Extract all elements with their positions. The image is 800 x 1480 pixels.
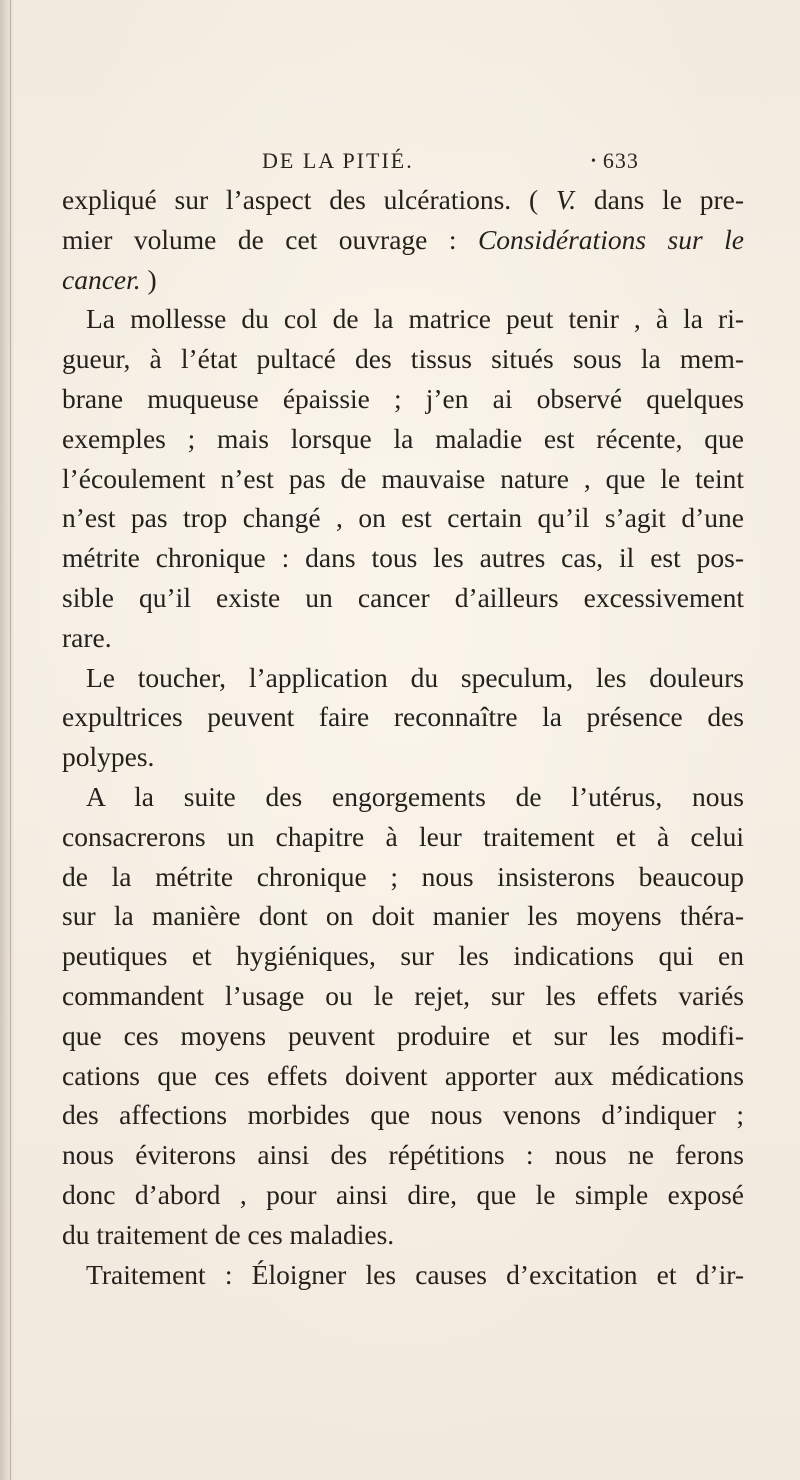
text-segment: )	[140, 263, 157, 295]
text-segment: mier volume de cet ouvrage :	[62, 223, 478, 255]
text-line	[62, 498, 744, 538]
page-number	[591, 148, 639, 174]
page-number-value: 633	[602, 148, 639, 173]
text-segment: brane muqueuse épaissie ; j’en ai observé quelques	[62, 382, 744, 414]
binding-edge	[10, 0, 11, 1480]
text-line	[62, 1056, 744, 1096]
text-segment: consacrerons un chapitre à leur traitement et à celui	[62, 820, 744, 852]
text-line	[62, 220, 744, 260]
text-line	[62, 936, 744, 976]
text-line	[62, 976, 744, 1016]
page-number-mark: •	[591, 154, 597, 169]
text-segment: donc d’abord , pour ainsi dire, que le simple exposé	[62, 1178, 744, 1210]
text-line	[62, 180, 744, 220]
text-line	[62, 260, 744, 300]
text-line	[62, 817, 744, 857]
text-line	[62, 578, 744, 618]
text-segment: Traitement : Éloigner les causes d’excitation et d’ir-	[86, 1258, 744, 1290]
text-line	[62, 459, 744, 499]
text-segment: commandent l’usage ou le rejet, sur les effets variés	[62, 979, 744, 1011]
text-segment: expultrices peuvent faire reconnaître la présence des	[62, 701, 744, 733]
text-line	[62, 618, 744, 658]
text-line	[62, 1215, 744, 1255]
text-line	[62, 896, 744, 936]
text-segment: nous éviterons ainsi des répétitions : nous ne ferons	[62, 1139, 744, 1171]
text-line	[62, 737, 744, 777]
text-segment: expliqué sur l’aspect des ulcérations. (	[62, 184, 556, 215]
text-segment: de la métrite chronique ; nous insisterons beaucoup	[62, 860, 744, 892]
italic-text: V.	[555, 184, 577, 215]
text-line	[62, 658, 744, 698]
binding-gutter	[0, 0, 14, 1480]
text-segment: peutiques et hygiéniques, sur les indications qui en	[62, 940, 744, 972]
text-segment: La mollesse du col de la matrice peut tenir , à la ri-	[86, 303, 744, 335]
text-segment: sur la manière dont on doit manier les moyens théra-	[62, 900, 744, 932]
text-segment: polypes.	[62, 741, 155, 773]
text-line	[62, 1255, 744, 1295]
text-segment: A la suite des engorgements de l’utérus, nous	[86, 780, 744, 812]
text-segment: métrite chronique : dans tous les autres cas, il est pos-	[62, 542, 744, 574]
text-line	[62, 419, 744, 459]
text-segment: gueur, à l’état pultacé des tissus situés sous la mem-	[62, 343, 744, 375]
text-segment: rare.	[62, 621, 112, 653]
text-segment: Le toucher, l’application du speculum, les douleurs	[86, 661, 744, 693]
text-line	[62, 379, 744, 419]
text-line	[62, 777, 744, 817]
text-segment: que ces moyens peuvent produire et sur les modifi-	[62, 1019, 744, 1051]
text-line	[62, 1175, 744, 1215]
text-line	[62, 1135, 744, 1175]
text-segment: dans le pre-	[576, 184, 744, 215]
text-line	[62, 697, 744, 737]
text-line	[62, 538, 744, 578]
running-title: DE LA PITIÉ.	[262, 148, 414, 173]
text-line	[62, 1016, 744, 1056]
text-segment: des affections morbides que nous venons d’indiquer ;	[62, 1099, 744, 1131]
text-segment: du traitement de ces maladies.	[62, 1218, 395, 1250]
text-line	[62, 857, 744, 897]
text-line	[62, 1095, 744, 1135]
body-text	[62, 180, 744, 1294]
text-segment: cations que ces effets doivent apporter aux médications	[62, 1059, 744, 1091]
text-segment: n’est pas trop changé , on est certain qu’il s’agit d’une	[62, 502, 744, 534]
text-segment: sible qu’il existe un cancer d’ailleurs excessivement	[62, 581, 744, 613]
italic-text: cancer.	[62, 263, 141, 295]
text-segment: l’écoulement n’est pas de mauvaise nature , que le teint	[62, 462, 744, 494]
text-line	[62, 339, 744, 379]
italic-text: Considérations sur le	[477, 223, 744, 255]
text-segment: exemples ; mais lorsque la maladie est récente, que	[62, 422, 744, 454]
text-line	[62, 299, 744, 339]
